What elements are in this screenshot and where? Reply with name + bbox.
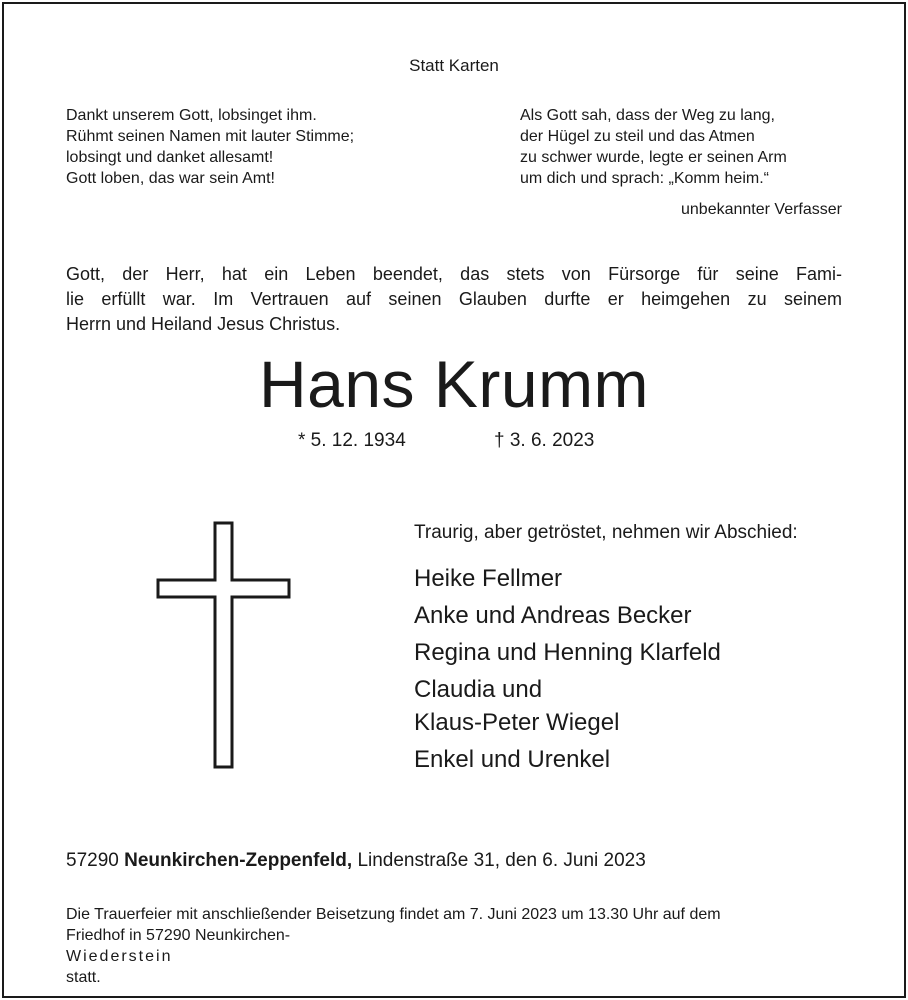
verse-line: Rühmt seinen Namen mit lauter Stimme; bbox=[66, 128, 355, 145]
mourning-statement: Traurig, aber getröstet, nehmen wir Abschied: bbox=[414, 522, 798, 543]
verse-author: unbekannter Verfasser bbox=[681, 201, 842, 218]
verse-line: Gott loben, das war sein Amt! bbox=[66, 170, 275, 187]
verse-line: Als Gott sah, dass der Weg zu lang, bbox=[520, 107, 775, 124]
intro-line: Herrn und Heiland Jesus Christus. bbox=[66, 314, 341, 334]
address-line bbox=[66, 850, 646, 872]
mourner-entry: Enkel und Urenkel bbox=[414, 746, 611, 773]
verse-line: der Hügel zu steil und das Atmen bbox=[520, 128, 755, 145]
verse-line: um dich und sprach: „Komm heim.“ bbox=[520, 170, 769, 187]
mourner-entry: Heike Fellmer bbox=[414, 565, 563, 592]
verse-line: Dankt unserem Gott, lobsinget ihm. bbox=[66, 107, 317, 124]
mourner-entry: Anke und Andreas Becker bbox=[414, 602, 692, 629]
intro-text bbox=[66, 262, 842, 337]
funeral-text: Friedhof in 57290 Neunkirchen- bbox=[66, 927, 291, 944]
mourner-entry: Claudia und bbox=[414, 676, 543, 703]
verse-right bbox=[520, 105, 850, 189]
address-postcode: 57290 bbox=[66, 850, 119, 871]
funeral-text: statt. bbox=[66, 969, 101, 986]
birth-date: * 5. 12. 1934 bbox=[298, 430, 406, 451]
mourners-list bbox=[414, 562, 721, 780]
header-title: Statt Karten bbox=[409, 56, 499, 75]
funeral-line bbox=[66, 925, 846, 988]
mourner-entry: Regina und Henning Klarfeld bbox=[414, 639, 721, 666]
verse-line: zu schwer wurde, legte er seinen Arm bbox=[520, 149, 787, 166]
cross-icon bbox=[150, 515, 300, 780]
address-place: Neunkirchen-Zeppenfeld, bbox=[124, 850, 353, 871]
intro-line: lie erfüllt war. Im Vertrauen auf seinen Glauben durfte er heimgehen zu seinem bbox=[66, 289, 842, 309]
funeral-notice bbox=[66, 904, 846, 988]
mourner-entry: Klaus-Peter Wiegel bbox=[414, 709, 620, 736]
funeral-place: Wiederstein bbox=[66, 948, 173, 965]
verse-left bbox=[66, 105, 446, 189]
address-rest: Lindenstraße 31, den 6. Juni 2023 bbox=[357, 850, 646, 871]
deceased-name: Hans Krumm bbox=[258, 347, 650, 421]
intro-line: Gott, der Herr, hat ein Leben beendet, das stets von Fürsorge für seine Fami- bbox=[66, 264, 842, 284]
death-date: † 3. 6. 2023 bbox=[494, 430, 595, 451]
verse-line: lobsingt und danket allesamt! bbox=[66, 149, 274, 166]
funeral-line: Die Trauerfeier mit anschließender Beisetzung findet am 7. Juni 2023 um 13.30 Uhr auf dem bbox=[66, 906, 721, 923]
